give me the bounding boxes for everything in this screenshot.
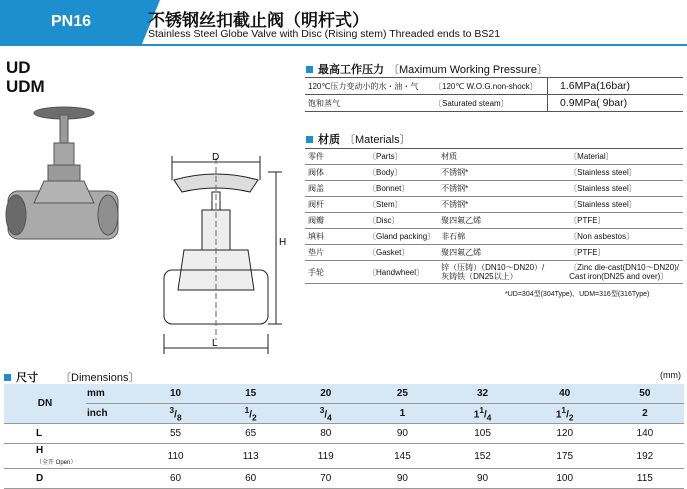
table-row: 阀瓣 〔Disc〕 聚四氟乙烯 〔PTFE〕 (305, 213, 683, 229)
table-row: H （全开 Open） 110 113 119 145 152 175 192 (4, 444, 684, 469)
table-row: 阀盖 〔Bonnet〕 不锈钢* 〔Stainless steel〕 (305, 181, 683, 197)
product-title-cn: 不锈钢丝扣截止阀（明杆式） (148, 11, 369, 30)
table-row: 填料 〔Gland packing〕 非石棉 〔Non asbestos〕 (305, 229, 683, 245)
table-row: 120℃压力变动小的水・油・气 〔120℃ W.O.G.non-shock〕 1.6MPa(16bar) (305, 78, 683, 95)
header-rule (0, 44, 687, 46)
dim-label-l: L (212, 338, 218, 349)
unit-label: (mm) (660, 370, 681, 380)
dim-label-h: H (279, 237, 287, 248)
material-note: *UD=304型(304Type)、UDM=316型(316Type) (505, 291, 650, 298)
model-udm: UDM (6, 77, 45, 96)
materials-heading: 材质 〔Materials〕 (306, 131, 411, 147)
section-marker-icon (306, 136, 313, 143)
pressure-table (305, 77, 683, 112)
table-row: 手轮 〔Handwheel〕 锌（压铸）（DN10～DN20）/ 灰铸铁（DN25以上） 〔Zinc die-cast(DN10～DN20)/ Cast iron(DN25 and over)〕 (305, 261, 683, 284)
section-marker-icon (306, 66, 313, 73)
table-row: D 60 60 70 90 90 100 115 (4, 469, 684, 489)
table-row: 阀体 〔Body〕 不锈钢* 〔Stainless steel〕 (305, 165, 683, 181)
table-row: 阀杆 〔Stem〕 不锈钢* 〔Stainless steel〕 (305, 197, 683, 213)
table-header-row: 零件 〔Parts〕 材质 〔Material〕 (305, 149, 683, 165)
table-row: L 55 65 80 90 105 120 140 (4, 424, 684, 444)
valve-photo (4, 103, 120, 253)
valve-drawing (150, 150, 290, 360)
product-title-en: Stainless Steel Globe Valve with Disc (Rising stem) Threaded ends to BS21 (148, 28, 501, 40)
table-row: 垫片 〔Gasket〕 聚四氟乙烯 〔PTFE〕 (305, 245, 683, 261)
section-marker-icon (4, 374, 11, 381)
table-row: 饱和蒸气 〔Saturated steam〕 0.9MPa( 9bar) (305, 95, 683, 112)
dimensions-table (4, 384, 684, 489)
table-header-row: DN mm 10 15 20 25 32 40 50 (4, 384, 684, 404)
model-ud: UD (6, 58, 31, 77)
pressure-heading: 最高工作压力 〔Maximum Working Pressure〕 (306, 61, 548, 77)
dim-label-d: D (212, 152, 220, 163)
table-header-row: inch $^3/_8$ $^1/_2$ $^3/_4$ 1 $1^1/_4$ $1^1/_2$ 2 (4, 404, 684, 424)
dimensions-heading: 尺寸 〔Dimensions〕 (4, 369, 139, 385)
materials-table (305, 148, 683, 284)
series-tab: PN16 (0, 0, 142, 44)
